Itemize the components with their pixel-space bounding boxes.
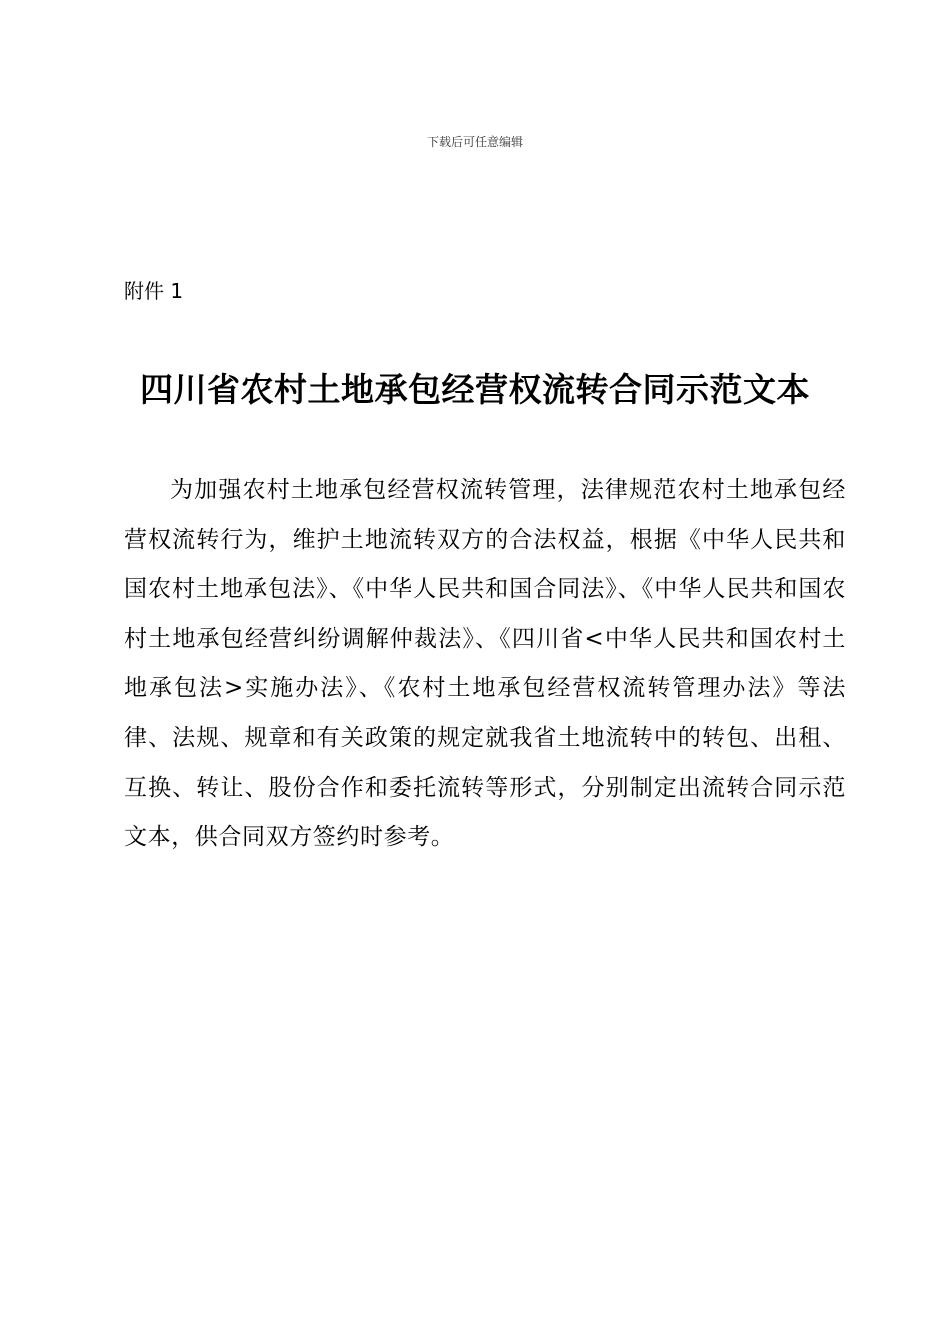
attachment-label: 附件 1 xyxy=(124,279,184,303)
header-note: 下载后可任意编辑 xyxy=(426,135,523,149)
document-title: 四川省农村土地承包经营权流转合同示范文本 xyxy=(140,370,810,409)
intro-paragraph: 为加强农村土地承包经营权流转管理，法律规范农村土地承包经营权流转行为，维护土地流转双方的合法权益，根据《中华人民共和国农村土地承包法》、《中华人民共和国合同法》、《中华人民共和国农村土地承包经营纠纷调解仲裁法》、《四川省<中华人民共和国农村土地承包法>实施办法》、《农村土地承包经营权流转管理办法》等法律、法规、规章和有关政策的规定就我省土地流转中的转包、出租、互换、转让、股份合作和委托流转等形式，分别制定出流转合同示范文本，供合同双方签约时参考。 xyxy=(124,477,846,851)
